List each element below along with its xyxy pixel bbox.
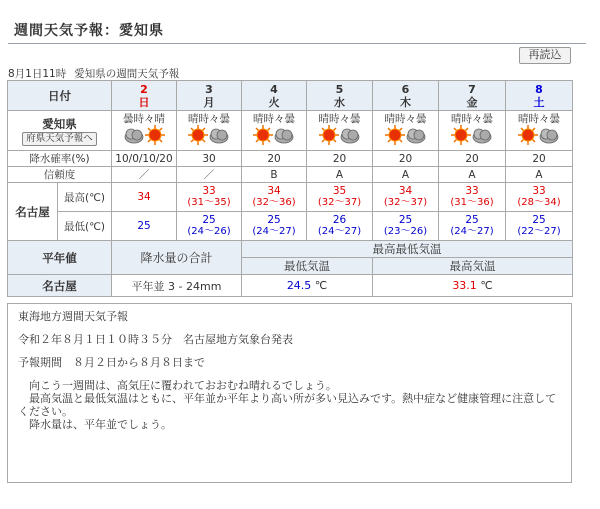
cloud-icon — [405, 126, 427, 144]
min-cell: 25 (24～26) — [177, 212, 242, 241]
reliability-cell: A — [373, 167, 439, 183]
date-row — [8, 81, 573, 111]
cloud-icon — [339, 126, 361, 144]
pop-cell: 10/0/10/20 — [112, 151, 177, 167]
forecast-cell: 晴時々曇 — [439, 111, 506, 151]
pop-cell: 20 — [506, 151, 573, 167]
date-label: 日付 — [8, 81, 112, 111]
min-temp-label: 最低気温 — [242, 258, 373, 275]
sun-icon — [385, 125, 405, 145]
normal-precip: 平年並 3 - 24mm — [112, 275, 242, 297]
min-temp-row — [8, 212, 573, 241]
normal-min-cell — [242, 275, 373, 297]
normal-max: 33.1 — [452, 279, 477, 292]
normal-city: 名古屋 — [8, 275, 112, 297]
pref-forecast-link[interactable]: 府県天気予報へ — [22, 132, 97, 146]
max-temp-row — [8, 183, 573, 212]
sun-icon — [188, 125, 208, 145]
cloud-icon — [208, 126, 230, 144]
pref-name: 愛知県 — [42, 116, 77, 131]
reliability-cell: A — [439, 167, 506, 183]
temp-header: 最高最低気温 — [242, 241, 573, 258]
pop-cell: 20 — [373, 151, 439, 167]
unit-c: ℃ — [480, 279, 493, 292]
text-period: 予報期間 ８月２日から８月８日まで — [18, 356, 205, 369]
min-cell: 25 (24～27) — [439, 212, 506, 241]
day-cell: 5 水 — [307, 81, 373, 111]
page-title: 週間天気予報：愛知県 — [14, 23, 164, 39]
forecast-cell: 晴時々曇 — [307, 111, 373, 151]
forecast-row — [8, 111, 573, 151]
cloud-icon — [273, 126, 295, 144]
sun-icon — [145, 125, 165, 145]
forecast-text-box — [7, 303, 572, 483]
pop-row — [8, 151, 573, 167]
issue-caption: 愛知県の週間天気予報 — [74, 68, 180, 80]
normal-values-row — [8, 275, 573, 297]
reliability-cell: ／ — [177, 167, 242, 183]
text-body-2: 最高気温と最低気温はともに、平年並か平年より高い所が多い見込みです。熱中症など健康管理に注意してください。 — [18, 392, 557, 418]
reliability-label: 信頼度 — [8, 167, 112, 183]
day-cell: 7 金 — [439, 81, 506, 111]
pop-cell: 20 — [307, 151, 373, 167]
min-cell: 25 (22～27) — [506, 212, 573, 241]
reload-button[interactable]: 再読込 — [519, 47, 571, 64]
pop-label: 降水確率(%) — [8, 151, 112, 167]
max-cell: 35 (32～37) — [307, 183, 373, 212]
issue-time: 8月1日11時 — [8, 68, 67, 80]
reliability-cell: A — [307, 167, 373, 183]
sun-icon — [253, 125, 273, 145]
normal-header-row — [8, 241, 573, 258]
normal-label: 平年値 — [8, 241, 112, 275]
day-cell: 6 木 — [373, 81, 439, 111]
pref-cell — [8, 111, 112, 151]
day-cell: 3 月 — [177, 81, 242, 111]
text-issuer: 令和２年８月１日１０時３５分 名古屋地方気象台発表 — [18, 333, 293, 346]
max-label: 最高(℃) — [58, 183, 112, 212]
reliability-cell: A — [506, 167, 573, 183]
title-bar — [8, 16, 586, 44]
text-heading: 東海地方週間天気予報 — [18, 310, 128, 323]
unit-c: ℃ — [314, 279, 328, 292]
cloud-icon — [471, 126, 493, 144]
forecast-cell: 晴時々曇 — [242, 111, 307, 151]
max-cell: 33 (31～36) — [439, 183, 506, 212]
forecast-cell: 晴時々曇 — [177, 111, 242, 151]
normal-min: 24.5 — [286, 279, 312, 292]
pop-cell: 30 — [177, 151, 242, 167]
min-cell: 25 (24～27) — [242, 212, 307, 241]
sun-icon — [518, 125, 538, 145]
max-cell: 33 (31～35) — [177, 183, 242, 212]
pop-cell: 20 — [242, 151, 307, 167]
city-label: 名古屋 — [8, 183, 58, 241]
reliability-cell: B — [242, 167, 307, 183]
day-cell: 2 日 — [112, 81, 177, 111]
precip-total-label: 降水量の合計 — [112, 241, 242, 275]
text-body-3: 降水量は、平年並でしょう。 — [18, 418, 172, 431]
max-cell: 33 (28～34) — [506, 183, 573, 212]
min-cell: 26 (24～27) — [307, 212, 373, 241]
forecast-cell: 晴時々曇 — [373, 111, 439, 151]
sun-icon — [451, 125, 471, 145]
max-cell: 34 (32～37) — [373, 183, 439, 212]
day-cell: 8 土 — [506, 81, 573, 111]
normal-max-cell — [373, 275, 573, 297]
max-cell: 34 (32～36) — [242, 183, 307, 212]
forecast-cell: 曇時々晴 — [112, 111, 177, 151]
day-cell: 4 火 — [242, 81, 307, 111]
min-cell: 25 (23～26) — [373, 212, 439, 241]
min-label: 最低(℃) — [58, 212, 112, 241]
issue-line — [8, 66, 187, 81]
reliability-row — [8, 167, 573, 183]
forecast-cell: 晴時々曇 — [506, 111, 573, 151]
reliability-cell: ／ — [112, 167, 177, 183]
pop-cell: 20 — [439, 151, 506, 167]
text-body-1: 向こう一週間は、高気圧に覆われておおむね晴れるでしょう。 — [18, 379, 337, 392]
weekly-forecast-table — [7, 80, 573, 297]
sun-icon — [319, 125, 339, 145]
cloud-icon — [123, 126, 145, 144]
cloud-icon — [538, 126, 560, 144]
min-cell: 25 — [112, 212, 177, 241]
max-cell: 34 — [112, 183, 177, 212]
max-temp-label: 最高気温 — [373, 258, 573, 275]
